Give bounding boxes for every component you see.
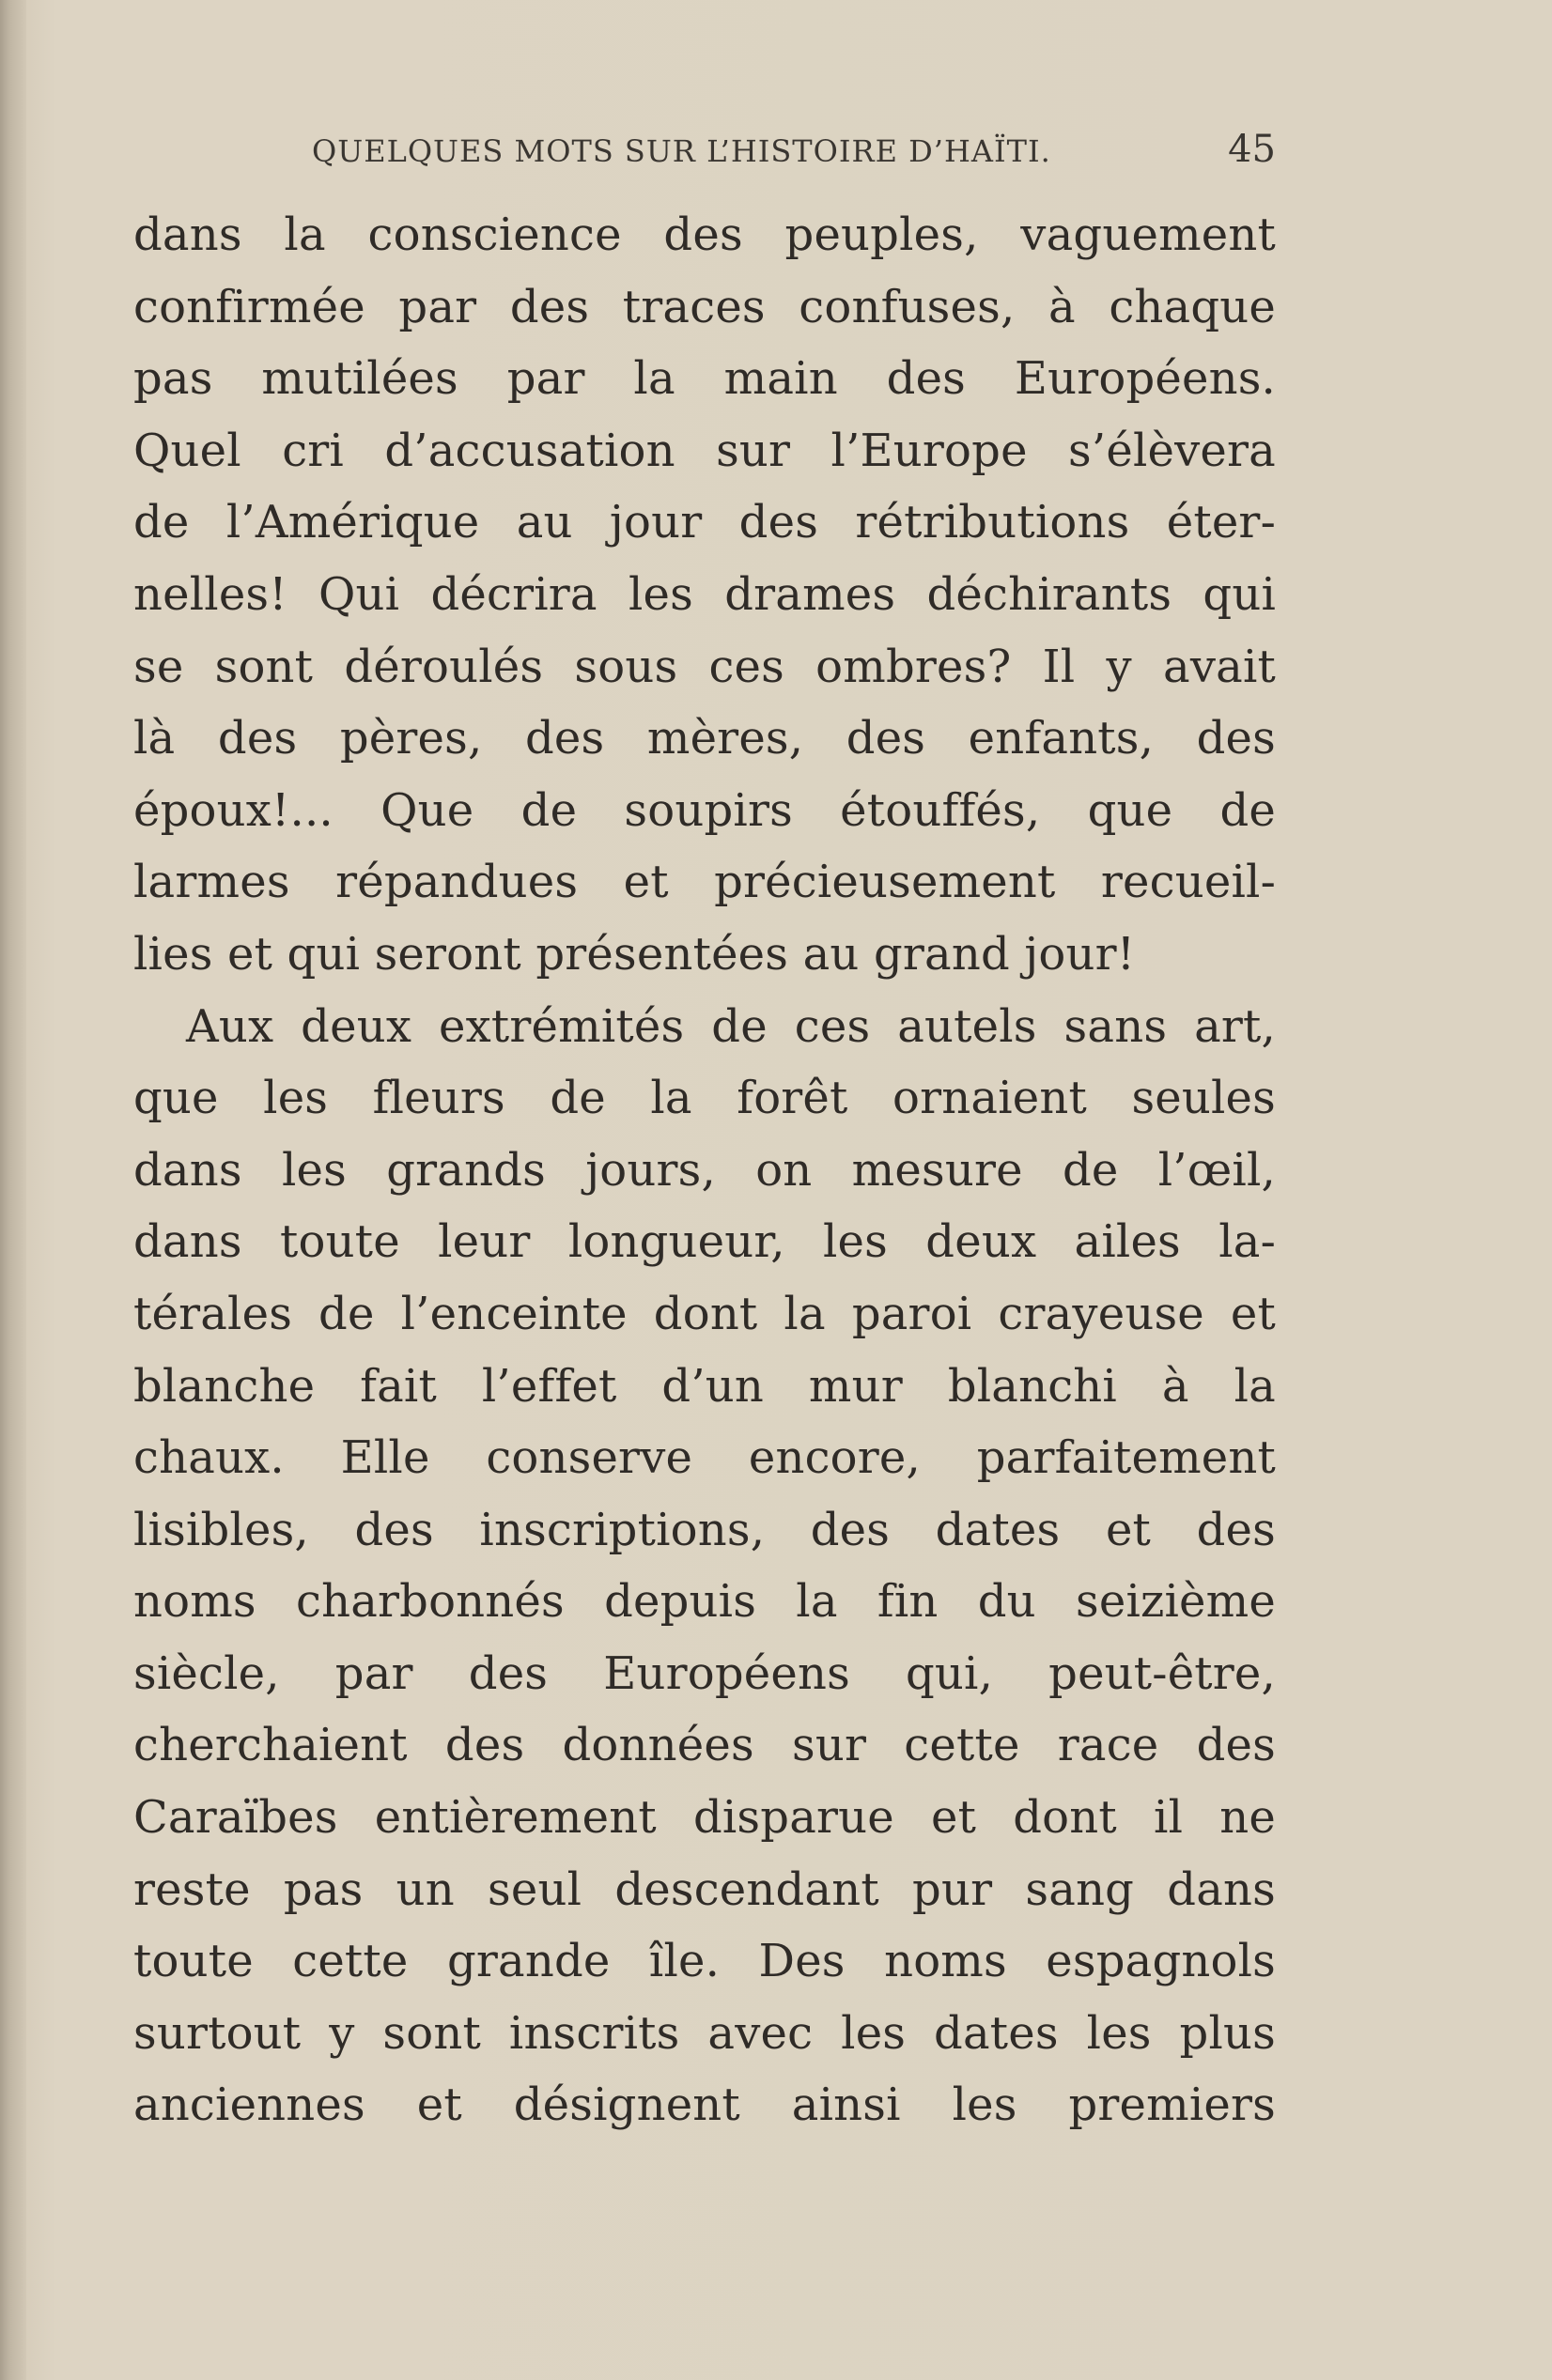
- running-title: QUELQUES MOTS SUR L’HISTOIRE D’HAÏTI.: [312, 133, 1051, 169]
- text-line: siècle, par des Européens qui, peut-être,: [133, 1646, 1276, 1700]
- text-line: pas mutilées par la main des Européens.: [133, 352, 1276, 406]
- text-line: de l’Amérique au jour des rétributions éter-: [133, 496, 1276, 549]
- paragraph-end-line: lies et qui seront présentées au grand jour!: [133, 927, 1136, 981]
- text-line: toute cette grande île. Des noms espagnols: [133, 1935, 1276, 1988]
- text-line: Caraïbes entièrement disparue et dont il ne: [133, 1791, 1276, 1845]
- text-line: larmes répandues et précieusement recueil-: [133, 856, 1276, 909]
- page-number: 45: [1228, 128, 1276, 171]
- text-line: dans la conscience des peuples, vaguement: [133, 209, 1276, 261]
- text-line: cherchaient des données sur cette race des: [133, 1719, 1276, 1772]
- text-line: chaux. Elle conserve encore, parfaitement: [133, 1431, 1276, 1485]
- text-line: confirmée par des traces confuses, à chaque: [133, 280, 1276, 333]
- text-line: là des pères, des mères, des enfants, des: [133, 712, 1276, 765]
- text-line: que les fleurs de la forêt ornaient seules: [133, 1072, 1276, 1125]
- text-line: térales de l’enceinte dont la paroi crayeuse et: [133, 1287, 1276, 1340]
- text-line: lisibles, des inscriptions, des dates et des: [133, 1503, 1276, 1556]
- text-line: Quel cri d’accusation sur l’Europe s’élèvera: [133, 424, 1276, 477]
- running-head: [132, 128, 1276, 177]
- text-line: époux!... Que de soupirs étouffés, que de: [133, 783, 1276, 837]
- text-line: anciennes et désignent ainsi les premiers: [133, 2079, 1276, 2132]
- text-line: reste pas un seul descendant pur sang dans: [133, 1862, 1276, 1916]
- text-line: noms charbonnés depuis la fin du seizième: [133, 1575, 1276, 1629]
- text-line: dans les grands jours, on mesure de l’œil,: [133, 1143, 1276, 1197]
- text-line: nelles! Qui décrira les drames déchirants qui: [133, 567, 1276, 621]
- paragraph-start-line: Aux deux extrémités de ces autels sans art,: [186, 999, 1276, 1053]
- text-line: blanche fait l’effet d’un mur blanchi à la: [133, 1359, 1276, 1413]
- text-line: se sont déroulés sous ces ombres? Il y avait: [133, 640, 1276, 693]
- text-line: dans toute leur longueur, les deux ailes la-: [133, 1215, 1276, 1269]
- body-text: [133, 199, 1276, 2141]
- page-binding-edge: [0, 0, 26, 2380]
- text-line: surtout y sont inscrits avec les dates les plus: [133, 2006, 1276, 2060]
